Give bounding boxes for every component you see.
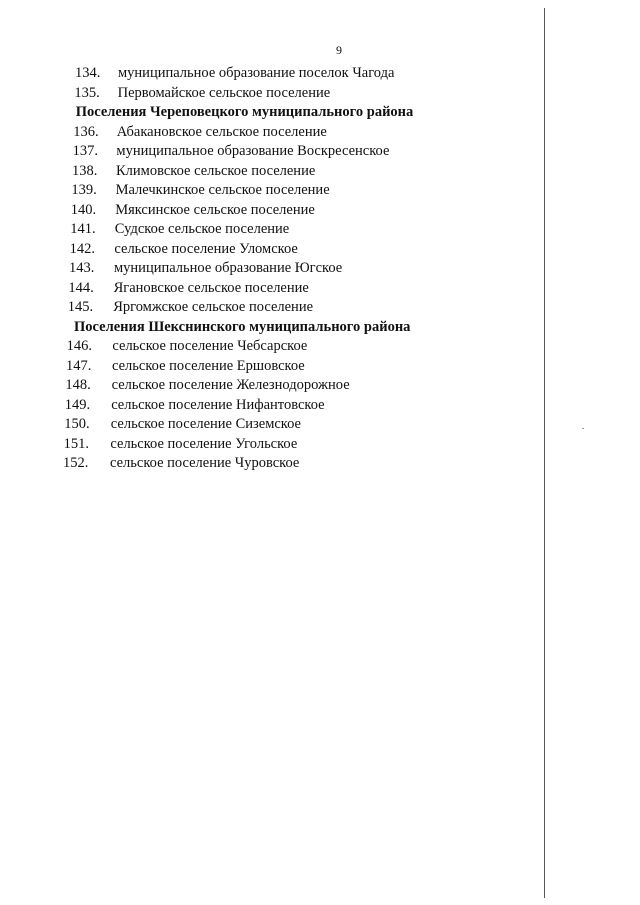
list-item <box>0 142 540 162</box>
list-item <box>0 415 540 435</box>
section-heading-text: Поселения Череповецкого муниципального района <box>75 104 414 120</box>
list-item <box>0 454 540 474</box>
item-name: муниципальное образование поселок Чагода <box>118 65 395 81</box>
section-heading <box>0 318 540 338</box>
list-item <box>0 162 540 182</box>
item-name: сельское поселение Угольское <box>110 435 298 452</box>
list-item <box>0 220 540 240</box>
list-item <box>0 84 540 104</box>
item-number: 135. <box>74 84 100 101</box>
list-item <box>0 240 540 260</box>
item-number: 136. <box>73 123 99 140</box>
item-number: 143. <box>69 260 95 276</box>
item-number: 142. <box>69 240 95 257</box>
item-number: 151. <box>63 435 89 452</box>
list-item <box>0 337 540 357</box>
item-name: Ягановское сельское поселение <box>113 279 309 296</box>
item-number: 137. <box>72 143 98 159</box>
scan-speck <box>582 428 584 429</box>
item-number: 138. <box>72 162 98 179</box>
section-heading-text: Поселения Шекснинского муниципального района <box>74 318 411 335</box>
list-item <box>0 279 540 299</box>
item-name: сельское поселение Чуровское <box>110 455 300 471</box>
item-name: сельское поселение Нифантовское <box>111 396 325 413</box>
item-name: Судское сельское поселение <box>114 221 290 237</box>
item-number: 149. <box>64 396 91 413</box>
item-number: 147. <box>66 357 92 374</box>
item-name: Климовское сельское поселение <box>116 162 316 179</box>
list-item <box>0 181 540 201</box>
list-item <box>0 357 540 377</box>
item-number: 146. <box>66 338 92 354</box>
list-item <box>0 435 540 455</box>
item-name: муниципальное образование Югское <box>114 260 343 276</box>
settlement-list <box>0 64 540 474</box>
item-number: 140. <box>70 201 97 218</box>
list-item <box>0 396 540 416</box>
list-item <box>0 298 540 318</box>
item-number: 145. <box>67 299 94 315</box>
item-number: 139. <box>71 182 97 198</box>
item-name: Мяксинское сельское поселение <box>115 201 315 218</box>
list-item <box>0 123 540 143</box>
item-number: 152. <box>63 455 89 471</box>
list-item <box>0 64 540 84</box>
item-name: сельское поселение Сиземское <box>110 416 301 432</box>
item-name: сельское поселение Чебсарское <box>112 338 308 354</box>
item-name: сельское поселение Ершовское <box>112 357 305 374</box>
item-name: Яргомжское сельское поселение <box>113 299 314 315</box>
item-name: Малечкинское сельское поселение <box>115 182 330 198</box>
list-item <box>0 376 540 396</box>
list-item <box>0 259 540 279</box>
section-heading <box>0 103 540 123</box>
page-number: 9 <box>336 43 342 57</box>
item-number: 134. <box>75 65 101 81</box>
item-name: Абакановское сельское поселение <box>116 123 327 140</box>
item-number: 150. <box>64 416 90 432</box>
item-name: сельское поселение Уломское <box>114 240 298 257</box>
item-number: 141. <box>70 221 96 237</box>
margin-rule <box>544 8 545 898</box>
list-item <box>0 201 540 221</box>
item-number: 144. <box>68 279 94 296</box>
item-name: сельское поселение Железнодорожное <box>111 377 350 393</box>
item-name: Первомайское сельское поселение <box>117 84 331 101</box>
item-number: 148. <box>65 377 91 393</box>
item-name: муниципальное образование Воскресенское <box>116 143 390 159</box>
